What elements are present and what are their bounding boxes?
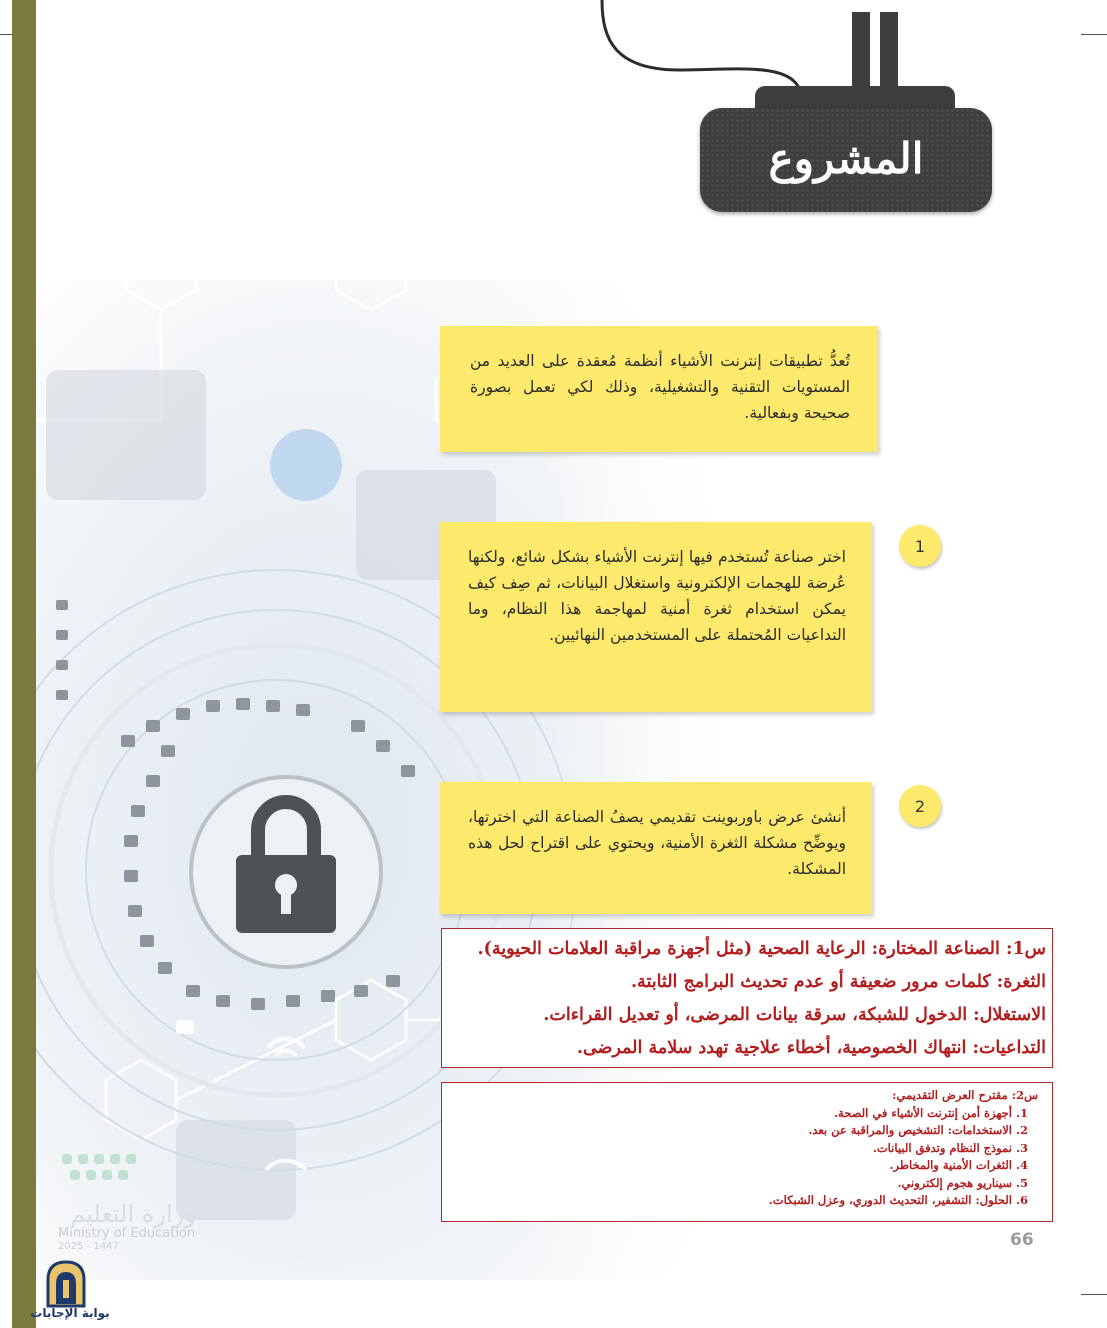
task-number: 2 xyxy=(914,796,926,816)
task-number: 1 xyxy=(914,536,926,556)
answer-list-item: 5. سيناريو هجوم إلكتروني. xyxy=(897,1175,1028,1190)
task-number-badge xyxy=(899,525,941,567)
answer-list-item: 4. الثغرات الأمنية والمخاطر. xyxy=(889,1158,1028,1172)
edition-year: 2025 - 1447 xyxy=(58,1241,119,1252)
crop-mark xyxy=(1081,1294,1107,1295)
answer-list-item: 3. نموذج النظام وتدفق البيانات. xyxy=(872,1140,1028,1155)
task-text: أنشئ عرض باوربوينت تقديمي يصفُ الصناعة التي اخترتها، ويوضِّح مشكلة الثغرة الأمنية، ويحتوي على اقتراح لحل هذه المشكلة. xyxy=(468,808,846,878)
plug-prong xyxy=(852,12,870,92)
plug-prong xyxy=(880,12,898,92)
intro-note xyxy=(440,326,878,452)
answer-2-box xyxy=(441,1082,1053,1222)
answer-line: التداعيات: انتهاك الخصوصية، أخطاء علاجية تهدد سلامة المرضى. xyxy=(576,1038,1046,1058)
ministry-logo-icon xyxy=(58,1150,148,1192)
intro-text: تُعدُّ تطبيقات إنترنت الأشياء أنظمة مُعقدة على العديد من المستويات التقنية والتشغيلية، وذلك لكي تعمل بصورة صحيحة وبفعالية. xyxy=(470,352,850,422)
task-1-note xyxy=(440,522,872,712)
answers-portal-name: بوابة الإجابات xyxy=(30,1306,110,1320)
page-title: المشروع xyxy=(768,134,924,183)
answer-1-box xyxy=(441,928,1053,1068)
answer-line: الاستغلال: الدخول للشبكة، سرقة بيانات المرضى، أو تعديل القراءات. xyxy=(543,1005,1046,1025)
ministry-name-arabic: وزارة التعليم xyxy=(70,1200,196,1228)
page-edge-strip xyxy=(12,0,36,1328)
crop-mark xyxy=(1081,34,1107,35)
answer-line: س1: الصناعة المختارة: الرعاية الصحية (مثل أجهزة مراقبة العلامات الحيوية). xyxy=(477,939,1046,959)
ministry-name-english: Ministry of Education xyxy=(58,1226,196,1241)
project-title-plug xyxy=(700,108,992,212)
answer-list-item: 1. أجهزة أمن إنترنت الأشياء في الصحة. xyxy=(834,1105,1028,1120)
task-number-badge xyxy=(899,785,941,827)
page-number: 66 xyxy=(1010,1230,1034,1250)
answer-list-item: 6. الحلول: التشفير، التحديث الدوري، وعزل الشبكات. xyxy=(768,1193,1028,1207)
answer-line: الثغرة: كلمات مرور ضعيفة أو عدم تحديث البرامج الثابتة. xyxy=(630,972,1046,992)
task-2-note xyxy=(440,782,872,914)
ministry-watermark xyxy=(58,1150,208,1252)
answer-heading: س2: مقترح العرض التقديمي: xyxy=(892,1088,1038,1102)
task-text: اختر صناعة تُستخدم فيها إنترنت الأشياء بشكل شائع، ولكنها عُرضة للهجمات الإلكترونية واستغلال البيانات، ثم صِف كيف يمكن استخدام ثغرة أمنية لمهاجمة هذا النظام، وما التداعيات المُحتملة على المستخدمين النهائيين. xyxy=(468,548,846,644)
answer-list-item: 2. الاستخدامات: التشخيص والمراقبة عن بعد. xyxy=(808,1123,1028,1137)
